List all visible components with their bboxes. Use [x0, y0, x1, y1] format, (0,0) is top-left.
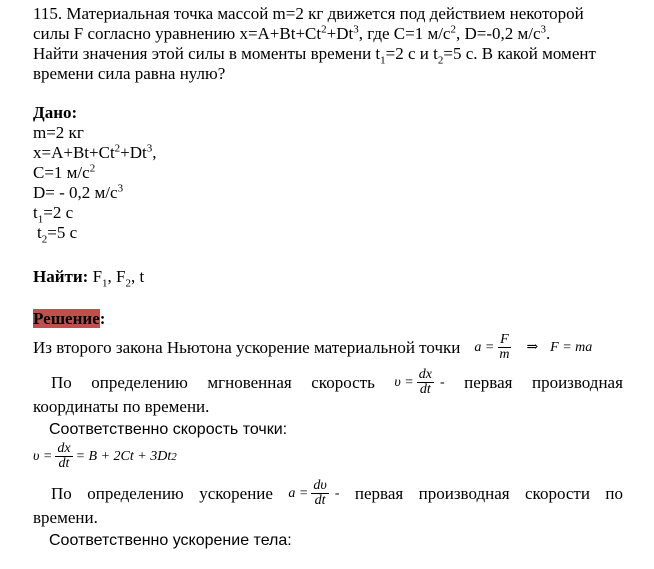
problem-text: .: [546, 24, 551, 43]
superscript: 2: [114, 142, 121, 155]
subscript: 2: [437, 54, 444, 67]
subscript: 1: [380, 54, 386, 67]
find-text: F: [88, 267, 103, 286]
formula-dash: -: [334, 485, 340, 501]
solution-colon: :: [99, 309, 106, 328]
fraction-numerator: dυ: [313, 478, 327, 493]
given-text: D= - 0,2 м/с: [33, 183, 118, 202]
problem-text: времени сила равна нулю?: [33, 64, 226, 83]
superscript: 3: [117, 182, 124, 195]
fraction: [311, 479, 328, 508]
document-page: [33, 4, 623, 551]
problem-text: Найти значения этой силы в моменты времени t: [33, 44, 381, 63]
superscript: 2: [321, 23, 327, 36]
subscript: 2: [41, 233, 48, 246]
formula-lhs: a =: [474, 339, 495, 355]
given-text: +Dt: [120, 143, 147, 162]
newton-line: [33, 333, 623, 362]
acceleration-definition-line: [33, 479, 623, 508]
problem-text: силы F согласно уравнению x=A+Bt+Ct: [33, 24, 322, 43]
given-text: t: [33, 203, 38, 222]
problem-text: =5 с. В какой момент: [443, 44, 596, 63]
text-word: скорость: [311, 372, 375, 392]
text-word: первая: [464, 372, 513, 392]
problem-text: , D=-0,2 м/с: [455, 24, 541, 43]
superscript: 2: [450, 23, 456, 36]
velocity-expression: υ = $\frac{dx}{dt}$ = B + 2Ct + 3Dt 2: [33, 441, 177, 471]
problem-text: +Dt: [326, 24, 354, 43]
problem-text: =2 с и t: [385, 44, 438, 63]
velocity-expression-line: [33, 442, 623, 471]
find-heading: Найти:: [33, 267, 89, 286]
formula-lhs: a =: [288, 485, 309, 501]
given-text: ,: [152, 143, 157, 162]
given-equation: [33, 143, 623, 163]
text-word: производная: [418, 483, 510, 503]
given-mass: m=2 кг: [33, 123, 84, 142]
formula-lhs: υ =: [394, 374, 414, 390]
text-word: по: [605, 483, 623, 503]
given-d: [33, 183, 623, 203]
superscript: 3: [146, 142, 153, 155]
text-word: первая: [354, 483, 404, 503]
find-text: , t: [131, 267, 145, 286]
acceleration-body-text: Соответственно ускорение тела:: [49, 532, 292, 549]
fraction-denominator: dt: [58, 456, 70, 471]
fraction-denominator: dt: [314, 493, 326, 508]
text-word: По: [51, 483, 72, 503]
given-text: =2 с: [43, 203, 74, 222]
newton-formula: [474, 333, 592, 362]
fraction-numerator: dx: [418, 367, 432, 382]
given-text: =5 с: [47, 223, 78, 242]
find-text: , F: [107, 267, 126, 286]
text-word: мгновенная: [207, 372, 292, 392]
fraction-denominator: m: [499, 347, 510, 362]
given-heading: Дано:: [33, 103, 78, 122]
velocity-point-text: Соответственно скорость точки:: [49, 421, 288, 438]
given-t2: [33, 223, 623, 246]
problem-line-2: [33, 24, 623, 44]
text-word: скорости: [525, 483, 590, 503]
fraction: [417, 368, 434, 397]
given-text: C=1 м/с: [33, 163, 90, 182]
formula-rhs: = B + 2Ct + 3Dt: [75, 448, 172, 464]
text-word: определению: [91, 372, 188, 392]
superscript: 3: [540, 23, 547, 36]
find-line: [33, 267, 623, 290]
given-t1: [33, 203, 623, 226]
solution-heading: Решение: [33, 309, 100, 328]
superscript: 3: [353, 23, 359, 36]
newton-text: Из второго закона Ньютона ускорение материальной точки: [33, 337, 461, 357]
formula-rhs: F = ma: [550, 339, 593, 355]
text-word: определению: [87, 483, 184, 503]
given-text: x=A+Bt+Ct: [33, 143, 115, 162]
problem-text: 115. Материальная точка массой m=2 кг движется под действием некоторой: [33, 4, 584, 23]
velocity-definition-line: [33, 368, 623, 397]
solution-heading-line: [33, 309, 623, 329]
subscript: 1: [102, 277, 108, 290]
problem-line-3: [33, 44, 623, 67]
problem-text: , где C=1 м/с: [358, 24, 451, 43]
acceleration-definition-line-2: времени.: [33, 508, 98, 527]
subscript: 2: [125, 277, 132, 290]
acceleration-formula: [288, 479, 339, 508]
fraction: [55, 442, 72, 471]
fraction: [497, 333, 511, 362]
implies-symbol: ⇒: [526, 339, 539, 355]
given-text: t: [37, 223, 42, 242]
given-c: [33, 163, 623, 183]
problem-line-4: [33, 64, 623, 84]
velocity-definition-line-2: координаты по времени.: [33, 397, 210, 416]
fraction-numerator: F: [500, 332, 509, 347]
text-word: производная: [531, 372, 623, 392]
problem-line-1: [33, 4, 623, 24]
fraction-denominator: dt: [419, 382, 431, 397]
text-word: ускорение: [199, 483, 273, 503]
velocity-formula: [394, 368, 444, 397]
superscript: 2: [89, 162, 96, 175]
formula-lhs: υ =: [33, 448, 53, 464]
fraction-numerator: dx: [57, 441, 71, 456]
subscript: 1: [37, 213, 44, 226]
text-word: По: [51, 372, 72, 392]
formula-dash: -: [439, 374, 445, 390]
